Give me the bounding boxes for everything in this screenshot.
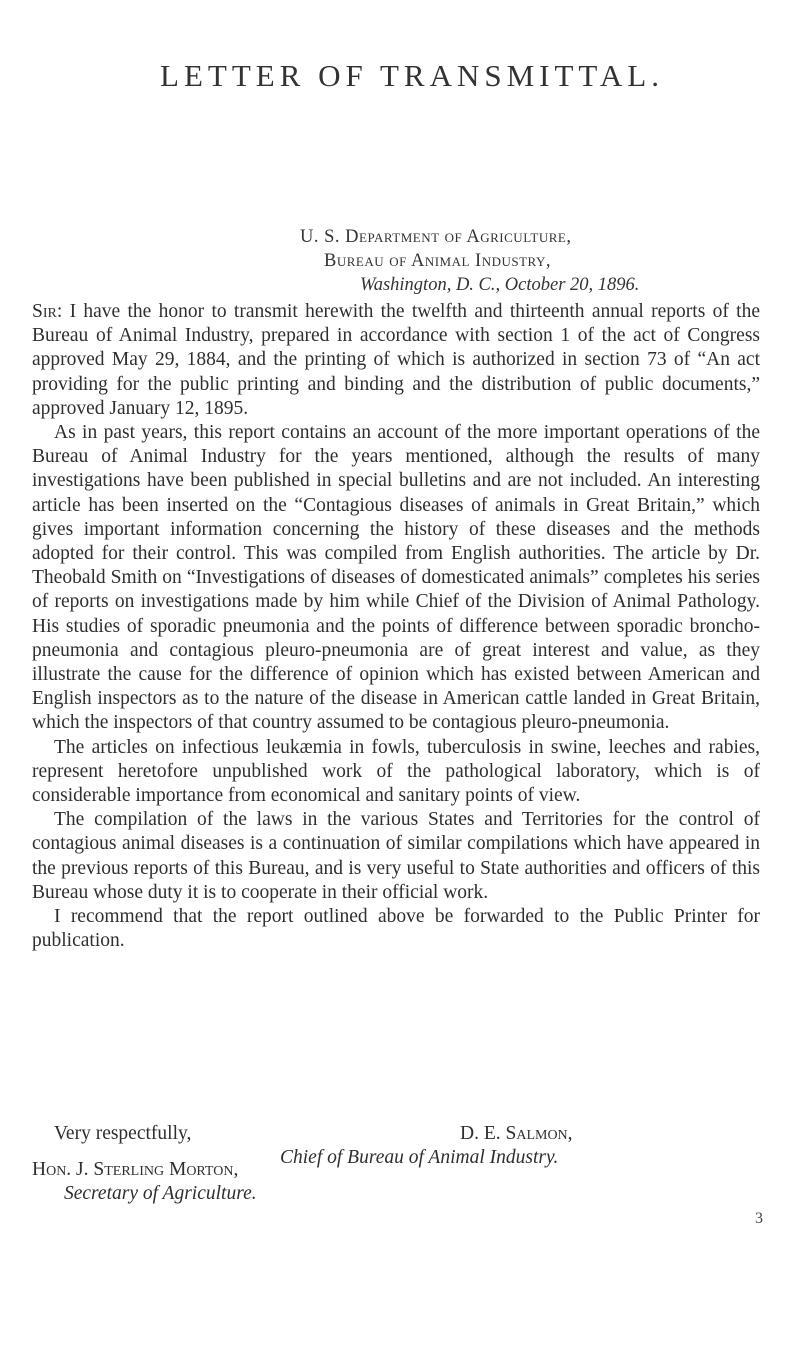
letter-body — [32, 300, 760, 953]
letter-closing — [32, 1122, 760, 1204]
paragraph-2: As in past years, this report contains an account of the more important operations of the Bureau of Animal Industry for the years mentioned, although the results of many investigations have been published in special bulletins and are not included. An interesting article has been inserted on the “Contagious diseases of animals in Great Britain,” which gives important information concerning the history of these diseases and the methods adopted for their control. This was compiled from English authorities. The article by Dr. Theobald Smith on “Investigations of diseases of domesticated animals” completes his series of reports on investigations made by him while Chief of the Division of Animal Pathology. His studies of sporadic pneumonia and the points of difference between sporadic broncho-pneumonia and contagious pleuro-pneumonia are of great interest and value, as they illustrate the cause for the difference of opinion which has existed between American and English inspectors as to the nature of the disease in American cattle landed in Great Britain, which the inspectors of that country assumed to be contagious pleuro-pneumonia. — [32, 422, 760, 734]
signer-title: Chief of Bureau of Animal Industry. — [280, 1147, 559, 1168]
addressee: Hon. J. Sterling Morton, — [32, 1159, 239, 1180]
page-title: LETTER OF TRANSMITTAL. — [160, 58, 664, 93]
addressee-title: Secretary of Agriculture. — [64, 1183, 257, 1204]
heading-place-date: Washington, D. C., October 20, 1896. — [360, 275, 640, 295]
heading-bureau: Bureau of Animal Industry, — [324, 251, 552, 271]
paragraph-1-text: I have the honor to transmit herewith the twelfth and thirteenth annual reports of the Bureau of Animal Industry, prepared in accordance with section 1 of the act of Congress approved May 29, 1884, and the printing of which is authorized in section 73 of “An act providing for the public printing and binding and the distribution of public documents,” approved January 12, 1895. — [32, 301, 760, 419]
letter-heading — [300, 225, 780, 297]
paragraph-5: I recommend that the report outlined above be forwarded to the Public Printer for publication. — [32, 906, 760, 952]
page-number: 3 — [755, 1210, 763, 1227]
valediction: Very respectfully, — [54, 1123, 192, 1144]
salutation: Sir: — [32, 301, 63, 322]
paragraph-1 — [32, 300, 760, 421]
paragraph-4: The compilation of the laws in the various States and Territories for the control of contagious animal diseases is a continuation of similar compilations which have appeared in the previous reports of this Bureau, and is very useful to State authorities and officers of this Bureau whose duty it is to cooperate in their official work. — [32, 809, 760, 903]
paragraph-3: The articles on infectious leukæmia in fowls, tuberculosis in swine, leeches and rabies, represent heretofore unpublished work of the pathological laboratory, which is of considerable importance from economical and sanitary points of view. — [32, 736, 760, 807]
heading-department: U. S. Department of Agriculture, — [300, 227, 572, 247]
signature: D. E. Salmon, — [460, 1123, 573, 1144]
